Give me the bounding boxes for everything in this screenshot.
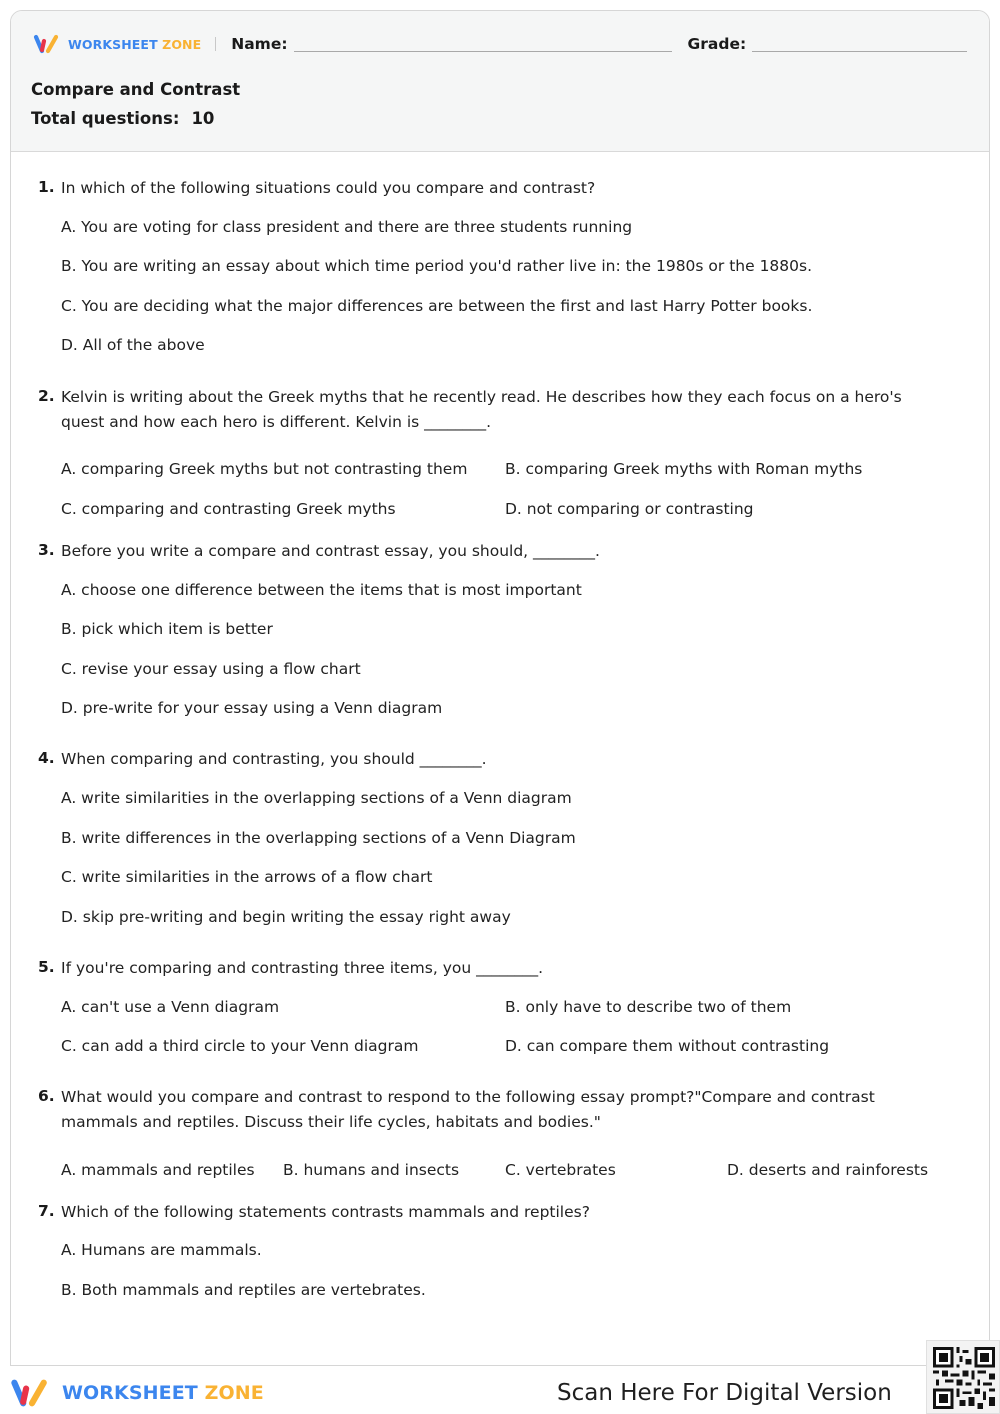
worksheet-title: Compare and Contrast xyxy=(31,80,241,99)
worksheet-page xyxy=(10,10,990,1366)
option-b[interactable]: B. write differences in the overlapping sections of a Venn Diagram xyxy=(61,829,576,847)
question-text: Before you write a compare and contrast essay, you should, ________. xyxy=(61,542,600,560)
option-d[interactable]: D. deserts and rainforests xyxy=(727,1161,929,1179)
question-text: If you're comparing and contrasting three items, you ________. xyxy=(61,959,544,977)
option-b[interactable]: B. Both mammals and reptiles are vertebrates. xyxy=(61,1281,426,1299)
option-a[interactable]: A. Humans are mammals. xyxy=(61,1241,262,1259)
question-text: Kelvin is writing about the Greek myths that he recently read. He describes how they each focus on a hero's quest and how each hero is different. Kelvin is ________. xyxy=(61,388,902,431)
logo-word-zone: ZONE xyxy=(162,36,202,52)
name-field-line[interactable] xyxy=(294,51,672,52)
option-c[interactable]: C. write similarities in the arrows of a flow chart xyxy=(61,868,433,886)
question-text: Which of the following statements contrasts mammals and reptiles? xyxy=(61,1203,590,1221)
logo-word-worksheet: WORKSHEET xyxy=(68,36,158,52)
option-a[interactable]: A. choose one difference between the items that is most important xyxy=(61,581,582,599)
option-d[interactable]: D. All of the above xyxy=(61,336,205,354)
option-c[interactable]: C. comparing and contrasting Greek myths xyxy=(61,500,396,518)
option-c[interactable]: C. vertebrates xyxy=(505,1161,616,1179)
question-number: 5. xyxy=(38,958,55,976)
total-questions-value: 10 xyxy=(191,109,215,128)
question-text: What would you compare and contrast to respond to the following essay prompt?"Compare and contrast mammals and reptiles. Discuss their life cycles, habitats and bodies." xyxy=(61,1088,875,1131)
worksheet-zone-logo xyxy=(33,34,201,54)
grade-field-line[interactable] xyxy=(752,51,967,52)
grade-label: Grade: xyxy=(687,35,747,53)
brand-row xyxy=(33,33,967,55)
option-d[interactable]: D. can compare them without contrasting xyxy=(505,1037,830,1055)
total-questions xyxy=(31,109,214,128)
option-d[interactable]: D. pre-write for your essay using a Venn diagram xyxy=(61,699,443,717)
question-number: 1. xyxy=(38,178,55,196)
option-d[interactable]: D. skip pre-writing and begin writing the essay right away xyxy=(61,908,511,926)
logo-wordmark xyxy=(68,37,201,52)
option-c[interactable]: C. can add a third circle to your Venn diagram xyxy=(61,1037,419,1055)
w-logo-icon xyxy=(10,1378,54,1408)
option-b[interactable]: B. You are writing an essay about which time period you'd rather live in: the 1980s or the 1880s. xyxy=(61,257,813,275)
question-number: 4. xyxy=(38,749,55,767)
option-a[interactable]: A. mammals and reptiles xyxy=(61,1161,255,1179)
option-b[interactable]: B. only have to describe two of them xyxy=(505,998,792,1016)
total-questions-label: Total questions: xyxy=(31,109,180,128)
qr-code-icon xyxy=(933,1347,995,1409)
option-b[interactable]: B. pick which item is better xyxy=(61,620,273,638)
option-a[interactable]: A. can't use a Venn diagram xyxy=(61,998,280,1016)
question-number: 6. xyxy=(38,1087,55,1105)
question-text: When comparing and contrasting, you should ________. xyxy=(61,750,487,768)
header-divider xyxy=(215,37,216,51)
question-number: 2. xyxy=(38,387,55,405)
option-d[interactable]: D. not comparing or contrasting xyxy=(505,500,754,518)
question-number: 3. xyxy=(38,541,55,559)
option-b[interactable]: B. humans and insects xyxy=(283,1161,460,1179)
question-number: 7. xyxy=(38,1202,55,1220)
option-c[interactable]: C. You are deciding what the major differences are between the first and last Harry Potter books. xyxy=(61,297,813,315)
qr-code[interactable] xyxy=(926,1340,1000,1414)
name-label: Name: xyxy=(231,35,288,53)
option-a[interactable]: A. You are voting for class president and there are three students running xyxy=(61,218,633,236)
footer-logo xyxy=(10,1378,264,1408)
option-b[interactable]: B. comparing Greek myths with Roman myths xyxy=(505,460,863,478)
option-a[interactable]: A. comparing Greek myths but not contrasting them xyxy=(61,460,468,478)
option-c[interactable]: C. revise your essay using a flow chart xyxy=(61,660,361,678)
worksheet-header xyxy=(11,11,989,152)
w-logo-icon xyxy=(33,34,63,54)
scan-here-text: Scan Here For Digital Version xyxy=(557,1380,892,1406)
logo-wordmark xyxy=(62,1382,264,1404)
logo-word-worksheet: WORKSHEET xyxy=(62,1382,198,1404)
option-a[interactable]: A. write similarities in the overlapping sections of a Venn diagram xyxy=(61,789,572,807)
question-text: In which of the following situations could you compare and contrast? xyxy=(61,179,596,197)
logo-word-zone: ZONE xyxy=(204,1382,264,1404)
